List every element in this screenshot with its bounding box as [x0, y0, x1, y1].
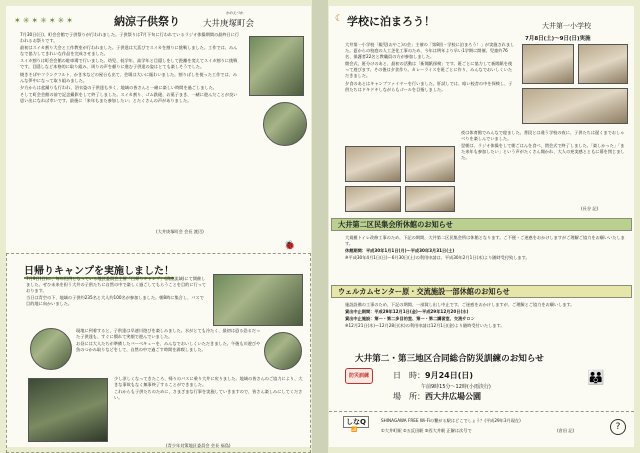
camp-body-2: 現地に到着すると、子供達は早速川遊びを楽しみました。水がとても冷たく、最初は恐る恐るだった子供達も、すぐに慣れて笑顔で遊んでいました。 お昼には大人たちが準備したバーベキューを、みんなでおいしくいただきました。午後も川遊びや魚のつかみ取りなどをして、自然の中で過ごす時間を満喫しました。 [76, 328, 261, 353]
school-author: (長谷 記) [581, 206, 599, 211]
notice2-body: 施設設備の工事のため、下記の期間、一部貸し出し中止です。ご迷惑をおかけしますが、ご理解とご協力をお願いします。 貸出中止期間：平成29年12月1日(金)～平成29年12月20日(水) 貸出中止施設：第一・第二多目的室、第一・第二講習室、交流サロン ※12月21日(木)～12月28日(木)の利用申請は12月1日(金)より随時受付いたします。 [345, 302, 575, 329]
festival-body: 7月30日(日)、町会会館で子供祭りが行われました。子供祭りは7月下旬に行われているラジオ体操期間の最終日に行われるお祭りです。 最初はスイカ割り大会と工作教室が行われました。子供達は大喜びでスイカを割りに挑戦しました。工作では、みんなで協力してきれいな作品を完成させました。 スイカ割りは町会会館の駐車場で行いました。幼児、低学年、高学年と目隠しをして距離を変えてスイカ割りに挑戦です。目隠しなど本格的に取り組み、周りの声を頼りに進む子供達の姿はとても楽しそうでした。 焼きそばやフランクフルト、かき氷などの屋台も出て、会場は大いに賑わいました。割りばしを使った工作では、みんな夢中になって取り組みました。 夕方からは盆踊りも行われ、浴衣姿の子供達も多く、地域の皆さんと一緒に楽しい時間を過ごしました。 そして町会会館の前で記念撮影をして終了しました。スイカ割り、ゴム鉄砲、お菓子まき、一緒に遊んだことが良い思い出になれば幸いです。最後に「来年もまた参加したい」とたくさんの声がありました。 [20, 32, 240, 103]
moon-icon: ☾ [335, 14, 344, 24]
drill-date-line [393, 370, 473, 381]
school-body: 大井第一小学校「親児(おやこ)の会」主催の「第8回・学校に泊まろう！」が実施されました。夏からの校庭の人工芝化工事のため、今年は例年より早い1学期に開催。児童約76名、保護者22名と教職員の方が参加しました。 開会式、班分けのあと、最初の活動は「新聞紙探検」です。班ごとに協力して新聞紙を使って遊びます。その後は夕食作り。カレーライスを班ごとに作り、みんなでおいしくいただきました。 夕食のあとはキャンプファイヤーを行いました。肝試しでは、暗い校舎の中を探検し、子供たちはドキドキしながらもゴールを目指しました。 [345, 42, 515, 92]
festival-org-ruby: かのえづか [226, 11, 244, 15]
bug-icon: 🐞 [284, 241, 296, 251]
festival-photo-1 [249, 36, 304, 96]
footer-brand: しなQ [343, 416, 369, 428]
notice2-title: ウェルカムセンター原・交流施設一部休館のお知らせ [338, 287, 510, 296]
camp-photo-bbq [264, 332, 302, 370]
camp-body-3: 少し涼しくなってきたころ、帰りのバスに乗り大井に戻りました。地域の皆さんのご協力により、大きな事故もなく無事終了することができました。 これからも子供たちのために、さまざまな行事を実施していきますので、皆さん楽しみにしてください。 [114, 376, 303, 401]
wifi-icon: 📶 [351, 427, 358, 433]
drill-date: 9月24日(日) [425, 371, 474, 380]
school-photo-1 [522, 44, 574, 84]
school-photo-7 [405, 186, 455, 212]
festival-photo-2 [263, 102, 307, 146]
school-photo-5 [405, 146, 455, 182]
notice1-body: 大規模トイレ改修工事のため、下記の期間、大井第二区民集会所は休館となります。ご不便・ご迷惑をおかけしますがご理解ご協力をお願いいたします。 休館期間：平成30年1月1日(月)～平成30年3月31日(土) ※平成30年4月1日(日)～6月30日(土)の利用申請は、平成30年2月1日(木)より随時受付致します。 [345, 235, 625, 261]
school-title: 学校に泊まろう！ [347, 15, 435, 28]
camp-title: 日帰りキャンプを実施しました！ [24, 262, 174, 279]
drill-place-line [393, 391, 481, 402]
festival-author: (大井庚塚町会 会長 渡辺) [156, 229, 204, 234]
school-date: 7月8日(土)～9日(日)実施 [525, 36, 591, 42]
drill-title: 大井第二・第三地区合同総合防災訓練のお知らせ [355, 354, 544, 364]
school-photo-6 [345, 186, 401, 212]
camp-photo-forest [28, 378, 108, 442]
footer-stations: ①大井町駅 ②五反田駅 ③西大井駅 正解は次号で [381, 428, 472, 433]
notice1-title: 大井第二区民集会所休館のお知らせ [338, 220, 453, 229]
notice1-title-bar [331, 218, 632, 231]
people-icon: 👪 [587, 370, 605, 386]
drill-stamp: 防災訓練 [345, 368, 373, 384]
school-photo-3 [522, 88, 628, 124]
right-page [329, 6, 634, 447]
school-photo-4 [345, 146, 401, 182]
footer-wifi: SHINAGAWA FREE Wi-Fiの繋がる駅はどこでしょう？(平成29年3月現在) [381, 418, 521, 423]
drill-time: 午前9時15分～12時(小雨決行) [421, 384, 491, 390]
camp-author: (青少年対策地区委員会 会長 福島) [166, 443, 231, 448]
footer-note: (倉田 記) [557, 428, 575, 433]
drill-date-label: 日 時： [393, 371, 425, 380]
school-name: 大井第一小学校 [542, 22, 591, 30]
camp-photo-child [30, 328, 72, 370]
camp-photo-river [213, 274, 303, 326]
school-photo-2 [578, 44, 628, 84]
school-body-2: 夜は体育館でみんなで寝ました。普段とは違う学校の夜に、子供たちは遅くまでおしゃべりを楽しんでいました。 翌朝は、ラジオ体操をして朝ごはんを食べ、閉会式で終了しました。「楽しかった」「また来年も参加したい」という声がたくさん聞かれ、大人の充実感とともに幕を閉じました。 [461, 130, 625, 161]
festival-title: 納涼子供祭り [114, 15, 180, 28]
left-page [6, 6, 311, 447]
festival-org: 大井庚塚町会 [203, 19, 255, 29]
page-gutter [312, 0, 328, 453]
drill-place: 西大井広場公園 [425, 392, 481, 401]
decorative-stars-icon: ✶✳✶✳✶✳✶ [14, 16, 75, 25]
camp-body-1: 7月9日(日)に、毎年恒例となっている地区委員会主催「日帰りキャンプ」(清流流域)にて開催しました。ぜひ未来を担う大井の子供たちに自然の中で楽しく過ごしてもらうことを目的に行っております。 当日は青空の下、地域の子供約235名と大人約100名が参加しました。朝8時に集合し、バスで目的地に向かいました。 [26, 276, 207, 307]
notice2-title-bar [331, 285, 632, 298]
drill-place-label: 場 所： [393, 392, 425, 401]
question-icon: ? [610, 419, 626, 435]
